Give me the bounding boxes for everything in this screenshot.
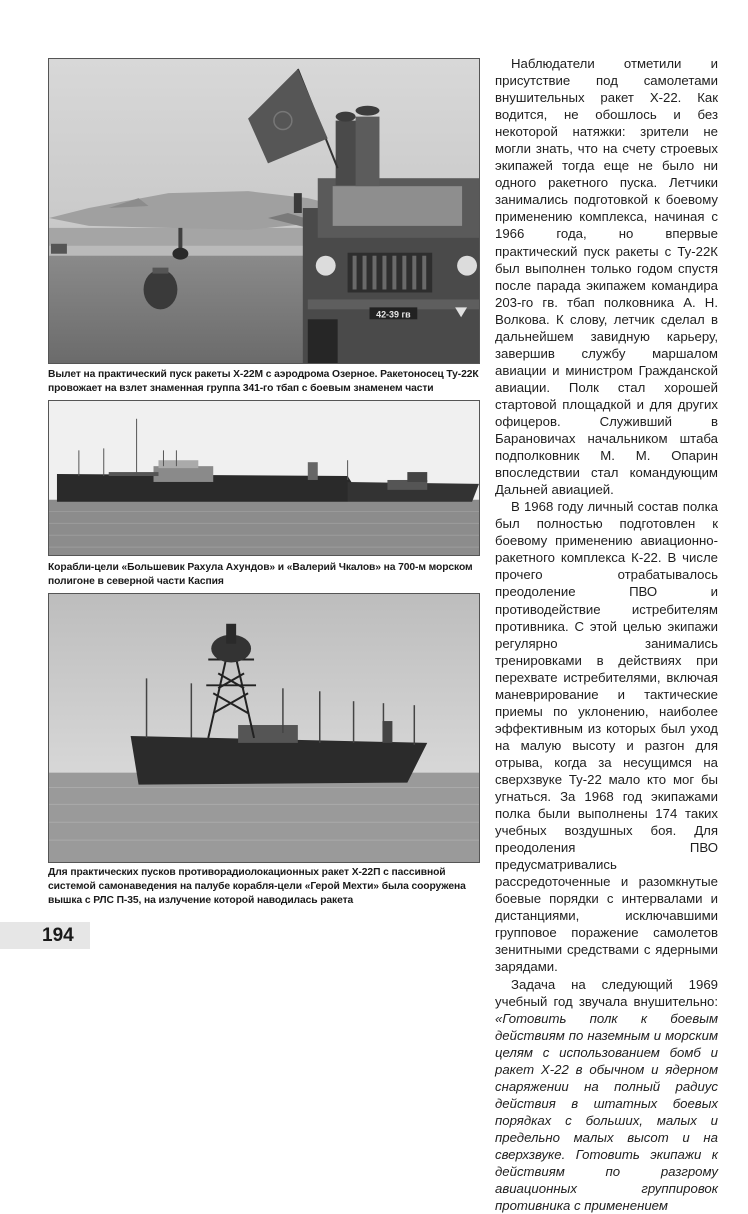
photo-tu22k-flag-group-image (49, 59, 479, 363)
body-paragraph: Наблюдатели отметили и присутствие под самолетами внушительных ракет Х-22. Как водится, не обошлось и без некоторой натяжки: зрители не могли знать, что на счету строевых экипажей тогда еще не было ни одного ракетного пуска. Летчики занимались подготовкой к боевому применению комплекса, начиная с 1966 года, но впервые практический пуск ракеты с Ту-22К был выполнен только годом спустя после парада экипажем командира 203-го гв. тбап полковника А. Н. Волкова. К слову, летчик сделал в дальнейшем завидную карьеру, завершив службу маршалом авиации и министром Гражданской авиации. Полк стал хорошей стартовой площадкой и для других офицеров. Служивший в Барановичах начальником штаба подполковник М. М. Опарин впоследствии стал командующим Дальней авиацией. (495, 56, 718, 498)
photo-caption: Для практических пусков противорадиолокационных ракет Х-22П с пассивной системой самонаведения на палубе корабля-цели «Герой Мехти» была сооружена вышка с РЛС П-35, на излучение которой наводилась ракета (48, 867, 466, 906)
photo-radar-tower-ship-image (49, 594, 479, 862)
paragraph-lead: Задача на следующий 1969 учебный год звучала внушительно: (495, 976, 718, 1009)
photo-target-ships (48, 400, 480, 556)
article-body (495, 55, 718, 1214)
page-number: 194 (42, 925, 74, 946)
italic-quote: «Готовить полк к боевым действиям по наземным и морским целям с использованием бомб и ракет Х-22 в обычном и ядерном снаряжении на полный радиус действия в штатных боевых порядках с больших, малых и предельно малых высот и на сверхзвуке. Готовить экипажи к действиям по разгрому авиационных группировок противника с применением (495, 1010, 718, 1214)
photo-target-ships-image (49, 401, 479, 555)
photo-caption: Корабли-цели «Большевик Рахула Ахундов» и «Валерий Чкалов» на 700-м морском полигоне в северной части Каспия (48, 562, 473, 587)
body-paragraph: В 1968 году личный состав полка был полностью подготовлен к боевому применению авиационно-ракетного комплекса К-22. В числе прочего отрабатывалось преодоление ПВО и противодействие истребителям противника. С этой целью экипажи регулярно занимались тренировками в действиях при перехвате истребителями, включая маневрирование и тактические приемы по уклонению, наиболее эффективным из которых был уход на малую высоту и разгон для отрыва, когда за несущимся на сверхзвуке Ту-22 мало кто мог бы угнаться. За 1968 год экипажами полка были выполнены 174 таких учебных воздушных боя. Для преодоления ПВО предусматривались рассредоточенные и разомкнутые боевые порядки с интервалами и дистанциями, исключавшими групповое поражение самолетов зенитными средствами с ядерными зарядами. (495, 499, 718, 975)
body-paragraph (495, 976, 718, 1214)
photo-radar-tower-ship (48, 593, 480, 863)
photo-caption: Вылет на практический пуск ракеты Х-22М с аэродрома Озерное. Ракетоносец Ту-22К провожает на взлет знаменная группа 341-го тбап с боевым знаменем части (48, 369, 479, 394)
truck-plate: 42-39 гв (376, 309, 411, 320)
page-number-box (0, 922, 90, 949)
photo-tu22k-flag-group (48, 58, 480, 364)
